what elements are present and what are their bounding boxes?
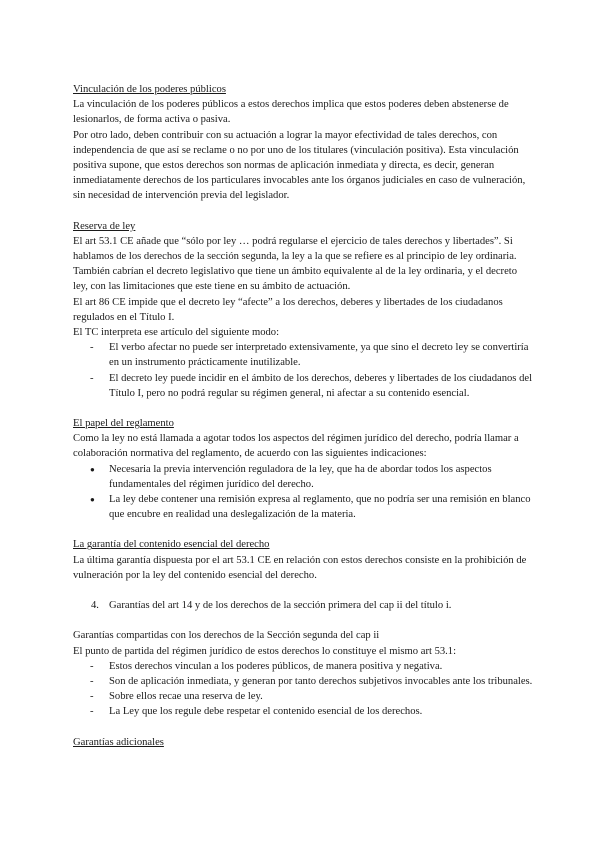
dash-list [73, 659, 533, 720]
section-garantias-adicionales [73, 735, 533, 750]
paragraph: La última garantía dispuesta por el art 53.1 CE en relación con estos derechos consiste en la prohibición de vulneración por la ley del contenido esencial del derecho. [73, 554, 527, 581]
list-item: - El verbo afectar no puede ser interpretado extensivamente, ya que sino el decreto ley se convertiría en un instrumento prácticamente inutilizable. [90, 342, 529, 369]
dash-marker: - [90, 372, 94, 384]
section-contenido-esencial [73, 537, 533, 583]
paragraph: Por otro lado, deben contribuir con su actuación a lograr la mayor efectividad de tales derechos, con independencia de que así se reclame o no por uno de los titulares (vinculación positiva). Esta vinculación positiva supone, que estos derechos son normas de aplicación inmediata y directa, es decir, generan inmediatamente derechos de los particulares invocables ante los órganos judiciales en caso de vulneración, sin necesidad de intervención previa del legislador. [73, 129, 526, 202]
dash-marker: - [90, 342, 94, 354]
dash-marker: - [90, 675, 94, 687]
number-marker: 4. [91, 600, 99, 612]
list-item: - Estos derechos vinculan a los poderes públicos, de manera positiva y negativa. [73, 659, 533, 674]
paragraph: La vinculación de los poderes públicos a estos derechos implica que estos poderes deben abstenerse de lesionarlos, de forma activa o pasiva. [73, 99, 509, 126]
paragraph: El art 86 CE impide que el decreto ley “afecte” a los derechos, deberes y libertades de los ciudadanos regulados en el Título I. [73, 296, 503, 323]
numbered-list [73, 598, 533, 613]
section-heading: Garantías adicionales [73, 736, 164, 748]
list-item: - Son de aplicación inmediata, y generan por tanto derechos subjetivos invocables ante los tribunales. [73, 674, 533, 689]
list-item: - La Ley que los regule debe respetar el contenido esencial de los derechos. [73, 704, 533, 719]
section-reserva-de-ley [73, 219, 533, 401]
paragraph: El art 53.1 CE añade que “sólo por ley … podrá regularse el ejercicio de tales derechos y libertades”. Si hablamos de los derechos de la sección segunda, la ley a la que se refiere es al principio de ley ordinaria. También cabrían el decreto legislativo que tiene un ámbito equivalente al de la ley ordinaria, y el decreto ley, con las limitaciones que este tiene en su ámbito de actuación. [73, 235, 518, 293]
bullet-marker: ● [90, 464, 95, 474]
dash-list [73, 340, 533, 401]
numbered-item: 4. Garantías del art 14 y de los derechos de la sección primera del cap ii del título i. [73, 598, 533, 613]
section-reglamento [73, 416, 533, 522]
bullet-list [73, 462, 533, 523]
section-heading: Garantías compartidas con los derechos de la Sección segunda del cap ii [73, 630, 380, 642]
section-heading: El papel del reglamento [73, 418, 174, 430]
dash-marker: - [90, 691, 94, 703]
paragraph: Como la ley no está llamada a agotar todos los aspectos del régimen jurídico del derecho, podría llamar a colaboración normativa del reglamento, de acuerdo con las siguientes indicaciones: [73, 433, 519, 460]
section-vinculacion [73, 82, 533, 204]
section-heading: La garantía del contenido esencial del derecho [73, 539, 270, 551]
list-item: - El decreto ley puede incidir en el ámbito de los derechos, deberes y libertades de los ciudadanos del Título I, pero no podrá regular su régimen general, ni afectar a su contenido esencial. [90, 372, 533, 399]
list-item: ● La ley debe contener una remisión expresa al reglamento, que no podría ser una remisión en blanco que encubre en realidad una deslegalización de la materia. [90, 494, 531, 521]
section-numbered [73, 598, 533, 613]
section-garantias-compartidas [73, 628, 533, 719]
bullet-marker: ● [90, 495, 95, 505]
section-heading: Vinculación de los poderes públicos [73, 84, 226, 95]
dash-marker: - [90, 660, 94, 672]
paragraph: El TC interpreta ese artículo del siguiente modo: [73, 327, 280, 339]
list-item: - Sobre ellos recae una reserva de ley. [73, 689, 533, 704]
document-body [73, 82, 533, 765]
list-item: ● Necesaria la previa intervención reguladora de la ley, que ha de abordar todos los aspectos fundamentales del régimen jurídico del derecho. [90, 463, 492, 490]
section-heading: Reserva de ley [73, 220, 136, 232]
dash-marker: - [90, 706, 94, 718]
paragraph: El punto de partida del régimen jurídico de estos derechos lo constituye el mismo art 53.1: [73, 645, 457, 657]
